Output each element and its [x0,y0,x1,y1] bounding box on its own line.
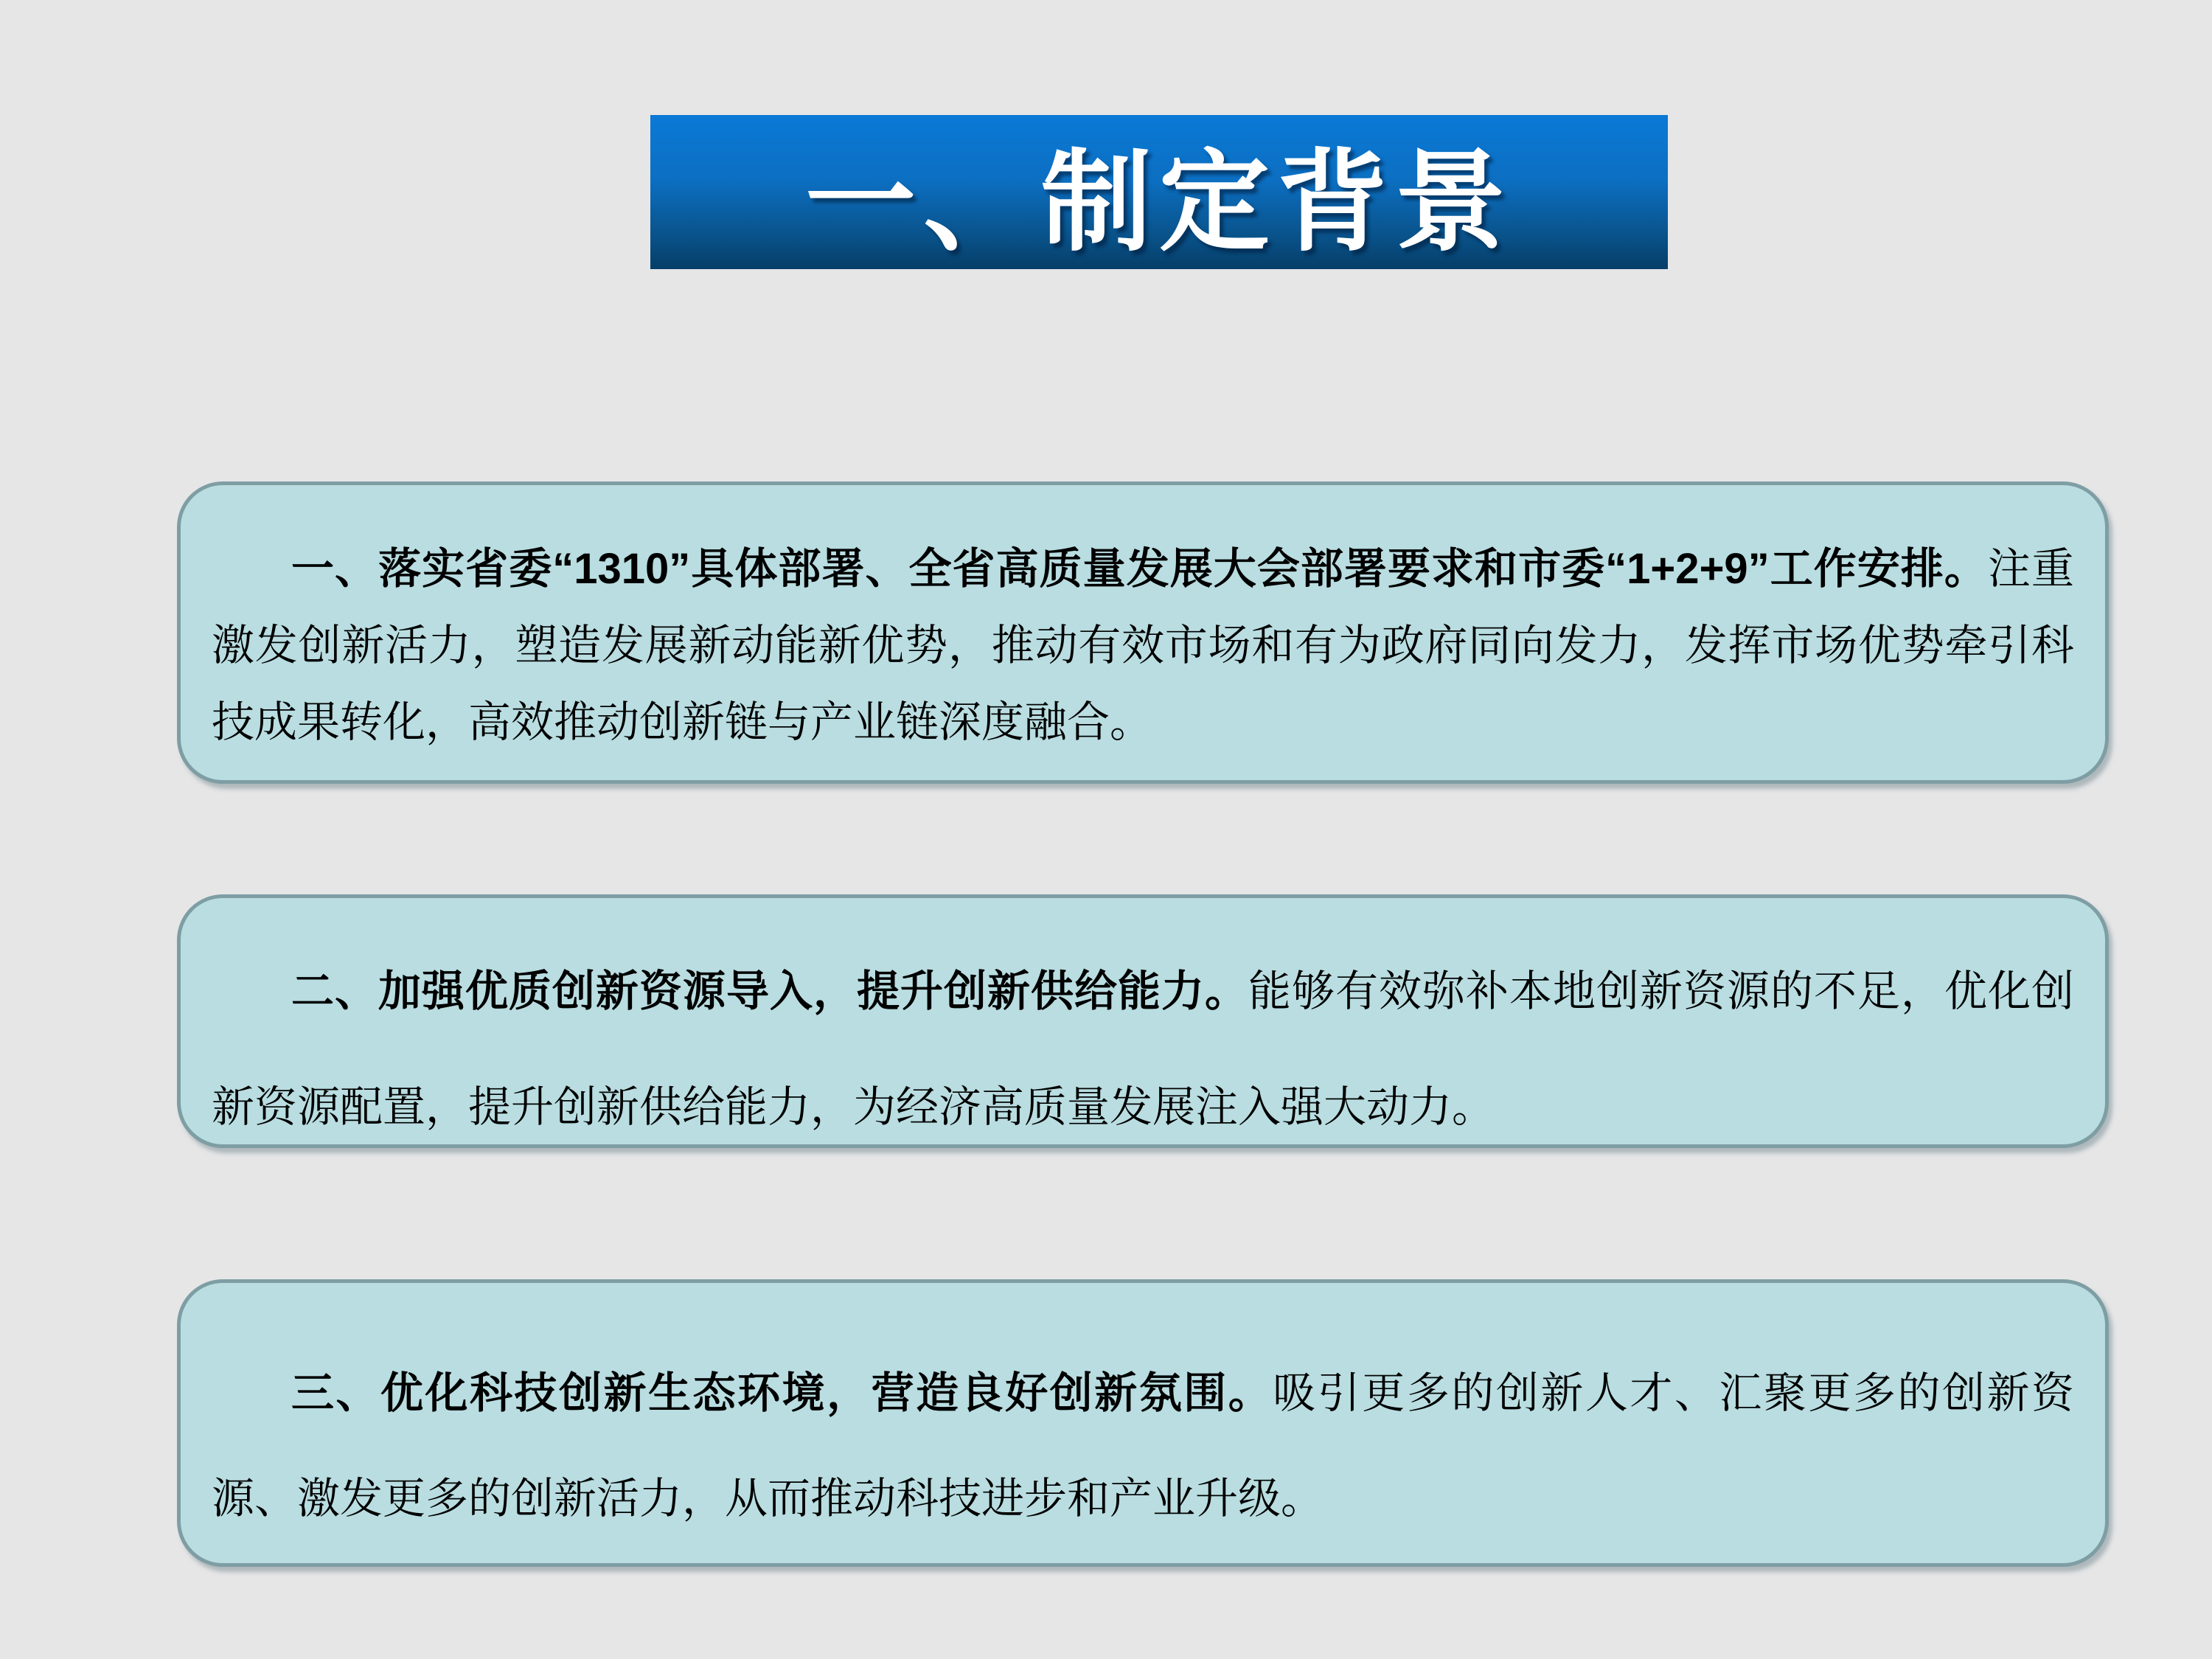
box-paragraph [212,933,2074,1148]
content-box-2 [177,894,2109,1148]
body-sentence: 能够有效弥补本地创新资源的不足，优化创新资源配置，提升创新供给能力，为经济高质量发展注入强大动力。 [212,967,2074,1131]
content-box-3 [177,1279,2109,1567]
body-sentence: 注重激发创新活力，塑造发展新动能新优势，推动有效市场和有为政府同向发力，发挥市场优势牵引科技成果转化，高效推动创新链与产业链深度融合。 [212,545,2074,746]
section-title-banner [650,115,1668,269]
section-title: 一、制定背景 [804,139,1513,264]
lead-sentence: 二、加强优质创新资源导入，提升创新供给能力。 [291,967,1248,1015]
box-paragraph [212,1340,2074,1551]
lead-sentence: 三、优化科技创新生态环境，营造良好创新氛围。 [291,1369,1273,1417]
content-box-1 [177,481,2109,784]
body-sentence: 吸引更多的创新人才、汇聚更多的创新资源、激发更多的创新活力，从而推动科技进步和产业升级。 [212,1369,2074,1523]
box-paragraph [212,531,2074,761]
lead-sentence: 一、落实省委“1310”具体部署、全省高质量发展大会部署要求和市委“1+2+9”工作安排。 [291,545,1988,593]
